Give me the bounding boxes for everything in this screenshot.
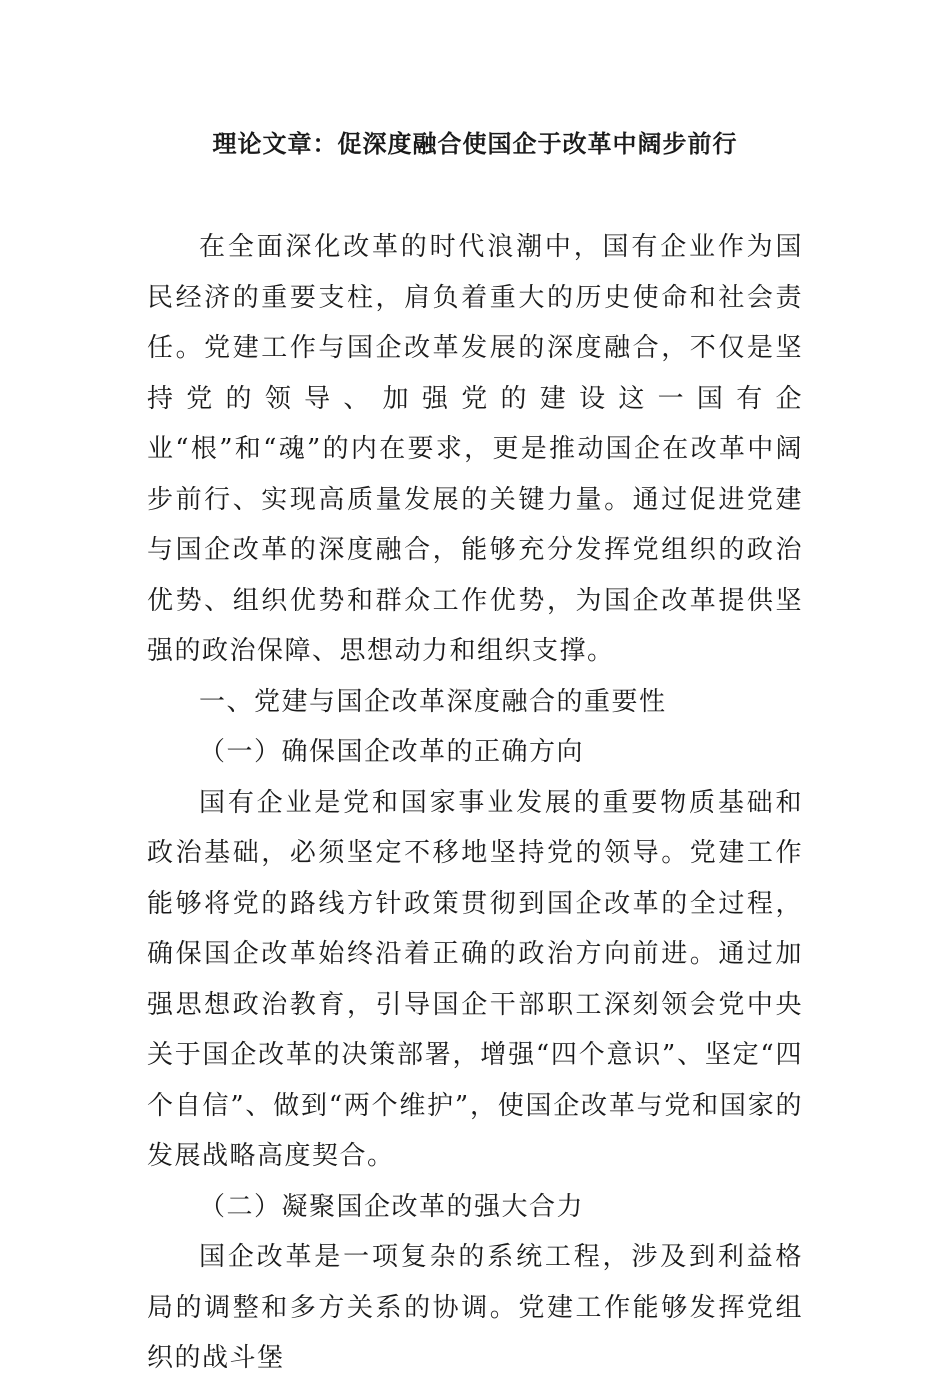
subsection-heading-2: （二）凝聚国企改革的强大合力 [199,1191,585,1222]
body-paragraph-2: 国企改革是一项复杂的系统工程，涉及到利益格局的调整和多方关系的协调。党建工作能够发挥党组织的战斗堡 [147,1242,803,1373]
intro-paragraph: 在全面深化改革的时代浪潮中，国有企业作为国民经济的重要支柱，肩负着重大的历史使命和社会责任。党建工作与国企改革发展的深度融合，不仅是坚持党的领导、加强党的建设这一国有企业“根”和“魂”的内在要求，更是推动国企在改革中阔步前行、实现高质量发展的关键力量。通过促进党建与国企改革的深度融合，能够充分发挥党组织的政治优势、组织优势和群众工作优势，为国企改革提供坚强的政治保障、思想动力和组织支撑。 [147,232,803,666]
document-body [147,222,803,1384]
document-title: 理论文章：促深度融合使国企于改革中阔步前行 [212,129,738,158]
section-heading-1: 一、党建与国企改革深度融合的重要性 [199,686,667,717]
subsection-heading-1: （一）确保国企改革的正确方向 [199,737,585,767]
body-paragraph-1: 国有企业是党和国家事业发展的重要物质基础和政治基础，必须坚定不移地坚持党的领导。党建工作能够将党的路线方针政策贯彻到国企改革的全过程，确保国企改革始终沿着正确的政治方向前进。通过加强思想政治教育，引导国企干部职工深刻领会党中央关于国企改革的决策部署，增强“四个意识”、坚定“四个自信”、做到“两个维护”，使国企改革与党和国家的发展战略高度契合。 [147,787,803,1171]
